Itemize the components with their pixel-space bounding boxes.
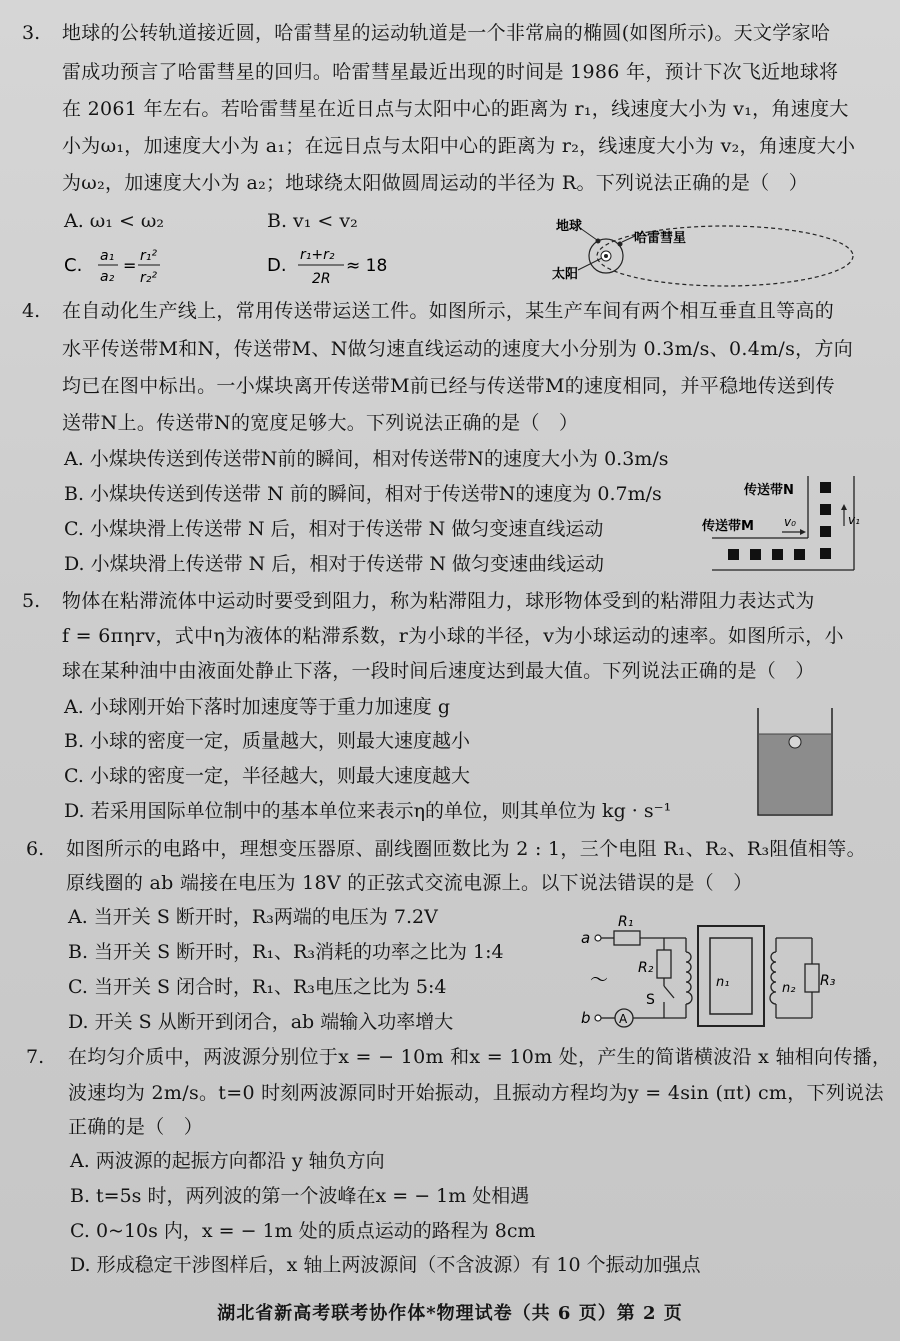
question-4-text-line: 送带N上。传送带N的宽度足够大。下列说法正确的是（ ） [62, 412, 579, 434]
resistor-r3 [805, 964, 819, 992]
question-3-text-line: 在 2061 年左右。若哈雷彗星在近日点与太阳中心的距离为 r₁，线速度大小为 v₁，角速度大 [62, 98, 849, 120]
question-3-option-d-label: D. [267, 255, 287, 276]
comet-orbit-figure [540, 206, 860, 296]
r1-label: R₁ [618, 914, 634, 930]
question-6-text-line: 如图所示的电路中，理想变压器原、副线圈匝数比为 2 : 1，三个电阻 R₁、R₂、R₃阻值相等。 [66, 838, 866, 860]
v1-label: v₁ [848, 513, 860, 527]
ammeter-label: A [619, 1012, 628, 1026]
question-4-option-c: C. 小煤块滑上传送带 N 后，相对于传送带 N 做匀变速直线运动 [64, 518, 604, 540]
resistor-r2 [657, 950, 671, 978]
oil-container-figure [750, 706, 840, 818]
coal-block [820, 482, 831, 493]
ac-source-icon: ～ [590, 970, 608, 991]
r3-label: R₃ [820, 973, 836, 989]
question-7-option-c: C. 0~10s 内，x = − 1m 处的质点运动的路程为 8cm [70, 1220, 536, 1242]
n2-label: n₂ [782, 981, 796, 996]
fraction-r1sq: r₁² [140, 248, 157, 264]
question-5-text-line: 物体在粘滞流体中运动时要受到阻力，称为粘滞阻力，球形物体受到的粘滞阻力表达式为 [62, 590, 815, 612]
equals-sign: = [123, 256, 137, 275]
conveyor-belt-figure [698, 474, 878, 580]
fraction-r2sq: r₂² [140, 270, 157, 286]
transformer-circuit-figure [576, 906, 866, 1038]
coal-block [820, 526, 831, 537]
question-7-option-a: A. 两波源的起振方向都沿 y 轴负方向 [70, 1150, 385, 1172]
comet-label: 哈雷彗星 [634, 231, 687, 246]
question-6-option-d: D. 开关 S 从断开到闭合，ab 端输入功率增大 [68, 1011, 454, 1033]
question-4-text-line: 在自动化生产线上，常用传送带运送工件。如图所示，某生产车间有两个相互垂直且等高的 [62, 300, 835, 322]
question-4-option-d: D. 小煤块滑上传送带 N 后，相对于传送带 N 做匀变速曲线运动 [64, 553, 605, 575]
primary-coil [686, 952, 692, 1004]
question-5-option-a: A. 小球刚开始下落时加速度等于重力加速度 g [64, 696, 451, 718]
question-6-option-c: C. 当开关 S 闭合时，R₁、R₃电压之比为 5:4 [68, 976, 447, 998]
question-6-text-line: 原线圈的 ab 端接在电压为 18V 的正弦式交流电源上。以下说法错误的是（ ） [66, 872, 753, 894]
coal-block [772, 549, 783, 560]
v0-label: v₀ [784, 515, 796, 529]
question-4-option-a: A. 小煤块传送到传送带N前的瞬间，相对传送带N的速度大小为 0.3m/s [64, 448, 669, 470]
question-3-text-line: 为ω₂，加速度大小为 a₂；地球绕太阳做圆周运动的半径为 R。下列说法正确的是（ ） [62, 172, 809, 194]
coal-block [750, 549, 761, 560]
question-5-option-d: D. 若采用国际单位制中的基本单位来表示η的单位，则其单位为 kg · s⁻¹ [64, 800, 672, 822]
transformer-core [698, 926, 764, 1026]
question-7-number: 7. [26, 1046, 45, 1068]
question-7-option-d: D. 形成稳定干涉图样后，x 轴上两波源间（不含波源）有 10 个振动加强点 [70, 1254, 701, 1276]
question-5-option-c: C. 小球的密度一定，半径越大，则最大速度越大 [64, 765, 470, 787]
secondary-coil [770, 952, 776, 1004]
question-4-number: 4. [22, 300, 41, 322]
terminal-a-label: a [581, 929, 591, 947]
fraction-r1-plus-r2: r₁+r₂ [300, 247, 335, 263]
coal-block [794, 549, 805, 560]
question-3-option-c-label: C. [64, 255, 83, 276]
sun-label: 太阳 [552, 267, 579, 282]
ball [789, 736, 801, 748]
resistor-r1 [614, 931, 640, 945]
r2-label: R₂ [638, 960, 654, 976]
belt-n-label: 传送带N [744, 483, 794, 498]
question-6-option-a: A. 当开关 S 断开时，R₃两端的电压为 7.2V [68, 906, 438, 928]
question-5-text-line: 球在某种油中由液面处静止下落，一段时间后速度达到最大值。下列说法正确的是（ ） [62, 660, 815, 682]
question-3-formula-options [60, 240, 400, 292]
question-3-text-line: 小为ω₁，加速度大小为 a₁；在远日点与太阳中心的距离为 r₂，线速度大小为 v₂，角速度大小 [62, 135, 856, 157]
question-3-option-b: B. v₁ < v₂ [267, 210, 358, 232]
question-7-option-b: B. t=5s 时，两列波的第一个波峰在x = − 1m 处相遇 [70, 1185, 530, 1207]
question-7-text-line: 正确的是（ ） [68, 1116, 204, 1138]
question-7-text-line: 在均匀介质中，两波源分别位于x = − 10m 和x = 10m 处，产生的简谐横波沿 x 轴相向传播， [68, 1046, 892, 1068]
question-3-text-line: 雷成功预言了哈雷彗星的回归。哈雷彗星最近出现的时间是 1986 年，预计下次飞近地球将 [62, 61, 839, 83]
fraction-a1: a₁ [100, 248, 115, 264]
switch-s [664, 986, 674, 998]
question-6-number: 6. [26, 838, 45, 860]
fraction-a2: a₂ [100, 269, 115, 285]
terminal-b-label: b [581, 1009, 591, 1027]
question-4-option-b: B. 小煤块传送到传送带 N 前的瞬间，相对于传送带N的速度为 0.7m/s [64, 483, 662, 505]
page-footer: 湖北省新高考联考协作体*物理试卷（共 6 页）第 2 页 [217, 1303, 683, 1324]
fraction-2r: 2R [312, 271, 331, 287]
question-6-option-b: B. 当开关 S 断开时，R₁、R₃消耗的功率之比为 1:4 [68, 941, 504, 963]
question-5-text-line: f = 6πηrv，式中η为液体的粘滞系数，r为小球的半径，v为小球运动的速率。如图所示，小 [62, 625, 844, 647]
coal-block [728, 549, 739, 560]
question-7-text-line: 波速均为 2m/s。t=0 时刻两波源同时开始振动，且振动方程均为y = 4sin (πt) cm，下列说法 [68, 1082, 884, 1104]
belt-m-label: 传送带M [702, 519, 754, 534]
question-4-text-line: 均已在图中标出。一小煤块离开传送带M前已经与传送带M的速度相同，并平稳地传送到传 [62, 375, 835, 397]
question-3-option-a: A. ω₁ < ω₂ [64, 210, 165, 232]
question-3-text-line: 地球的公转轨道接近圆，哈雷彗星的运动轨道是一个非常扁的椭圆(如图所示)。天文学家哈 [62, 22, 831, 44]
question-3-number: 3. [22, 22, 41, 44]
question-5-option-b: B. 小球的密度一定，质量越大，则最大速度越小 [64, 730, 471, 752]
earth-label: 地球 [556, 219, 583, 234]
n1-label: n₁ [716, 975, 730, 990]
coal-block [820, 504, 831, 515]
question-5-number: 5. [22, 590, 41, 612]
switch-label: S [646, 992, 655, 1008]
question-4-text-line: 水平传送带M和N，传送带M、N做匀速直线运动的速度大小分别为 0.3m/s、0.4m/s，方向 [62, 338, 854, 360]
coal-block [820, 548, 831, 559]
approx-value: ≈ 18 [346, 256, 388, 276]
